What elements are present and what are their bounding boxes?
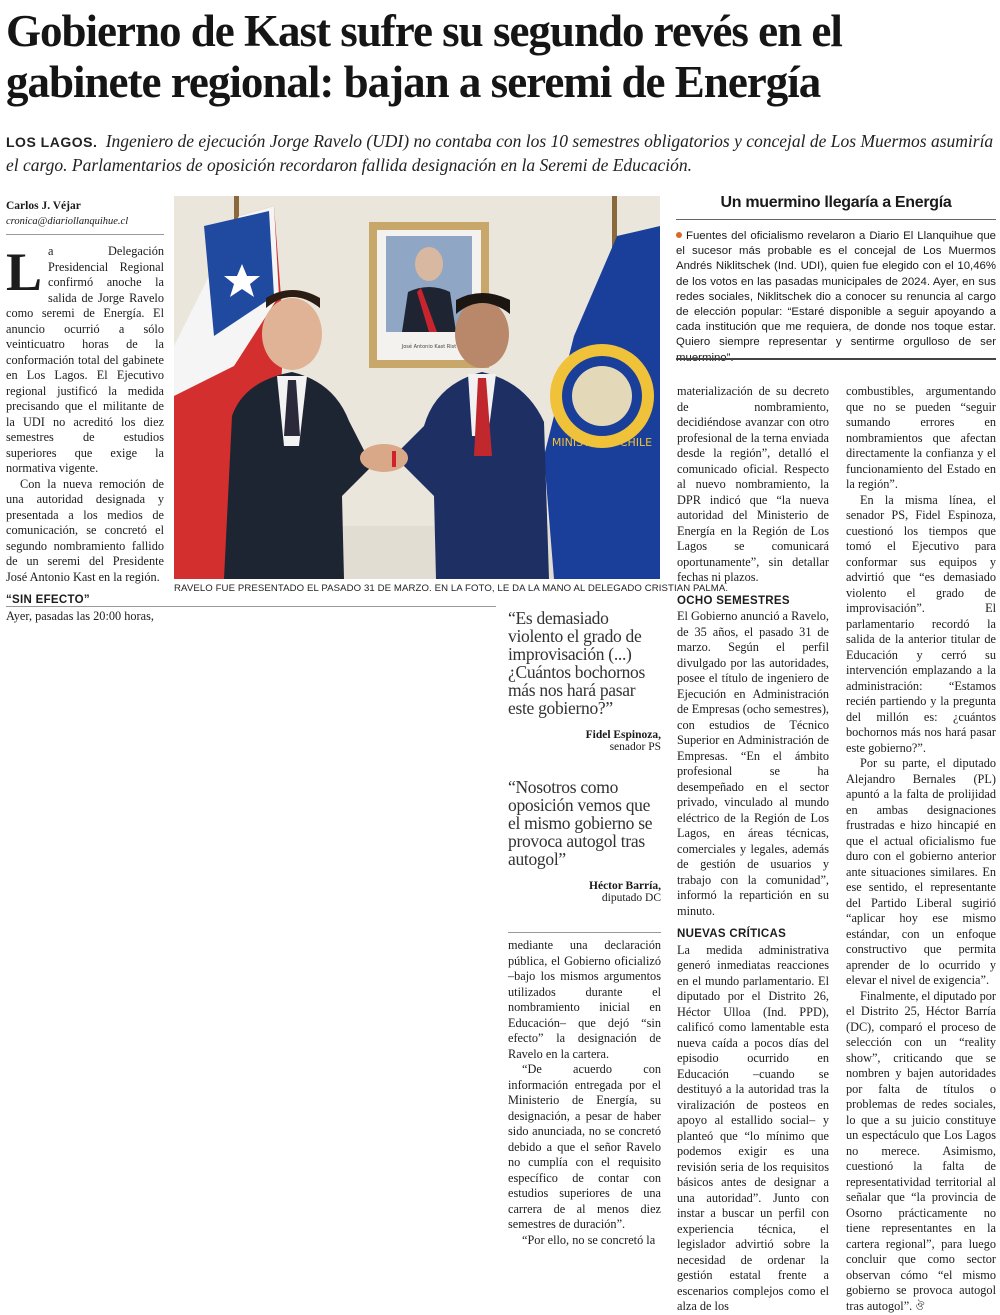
- article-column-1: [6, 244, 164, 624]
- closing-paragraph: Finalmente, el diputado por el Distrito 25, Héctor Barría (DC), comparó el proceso de selección con un “reality show”, criticando que se nombren y bajen autoridades por falta de títulos o problemas de redes sociales, lo que a su juicio constituye un espectáculo que Los Lagos no merece. Asimismo, cuestionó la falta de representatividad territorial al señalar que “la provincia de Osorno prácticamente no tiene representantes en la cartera regional”, para luego concluir que como sector observan cómo “el mismo gobierno se provoca autogol tras autogol”.: [846, 988, 996, 1313]
- body-paragraph: El Gobierno anunció a Ravelo, de 35 años, el pasado 31 de marzo. Según el perfil divulgado por las autoridades, posee el título de ingeniero de Ejecución en Administración de Empresas (ocho semestres), con estudios de Técnico Superior en Administración de Empresas. “En el ámbito profesional se ha desempeñado en el sector privado, vinculado al mundo eléctrico de la Región de Los Lagos, en áreas técnicas, comerciales y legales, además de gestión de usuarios y trabajo con la comunidad”, informó la repartición en su minuto.: [677, 609, 829, 918]
- body-paragraph: materialización de su decreto de nombramiento, decidiéndose avanzar con otro profesional de la terna enviada desde la región”, detalló el comunicado oficial. Respecto al nuevo nombramiento, la DPR indicó que “la nueva autoridad del Ministerio de Energía en la Región de Los Lagos se comunicará oportunamente”, sin detallar fechas ni plazos.: [677, 384, 829, 584]
- body-paragraph: [846, 989, 996, 1315]
- lead-paragraph: [6, 130, 996, 177]
- quote-text: “Es demasiado violento el grado de improvisación (...) ¿Cuántos bochornos más nos hará pasar este gobierno?”: [508, 608, 646, 718]
- body-paragraph: Por su parte, el diputado Alejandro Bernales (PL) apuntó a la falta de prolijidad en ambas designaciones frustradas e hizo hincapié en que el actual oficialismo fue duro con el gobierno anterior ante situaciones similares. En ese sentido, el representante del Partido Liberal sugirió “aplicar hoy ese mismo estándar, con un enfoque constructivo que permita aprender de lo ocurrido y elevar el nivel de exigencia”.: [846, 756, 996, 987]
- drop-cap: L: [6, 242, 43, 302]
- body-paragraph: mediante una declaración pública, el Gobierno oficializó –bajo los mismos argumentos utilizados durante el nombramiento inicial en Educación– que dejó “sin efecto” la designación de Ravelo en la cartera.: [508, 938, 661, 1061]
- quote-text: “Nosotros como oposición vemos que el mismo gobierno se provoca autogol tras autogol”: [508, 777, 653, 869]
- flag-text: MINISTERIO CHILE: [551, 436, 653, 449]
- body-paragraph: “Por ello, no se concretó la: [522, 1232, 656, 1247]
- handshake: [360, 444, 408, 472]
- body-paragraph: combustibles, argumentando que no se pueden “seguir sumando errores en nombramientos que afectan directamente la confianza y el funcionamiento del Estado en la región”.: [846, 384, 996, 491]
- pull-quote: [508, 609, 661, 753]
- section-subhead: “SIN EFECTO”: [6, 594, 90, 606]
- byline-divider: [6, 234, 164, 235]
- article-column-2: [508, 938, 661, 1248]
- end-mark-icon: ঔ: [915, 1299, 925, 1313]
- body-paragraph: La medida administrativa generó inmediatas reacciones en el mundo parlamentario. El diputado por el Distrito 26, Héctor Ulloa (Ind. PPD), calificó como lamentable esta nueva caída a pocos días del episodio ocurrido en Educación –cuando se destituyó a la autoridad tras la viralización de posteos en apoyo al estallido social– y planteó que “lo mínimo que podemos exigir es una revisión seria de los requisitos básicos antes de designar a una autoridad”. Junto con instar a buscar un perfil con experiencia técnica, el legislador advirtió sobre la necesidad de ordenar la gestión estatal frente a escenarios complejos como el alza de los: [677, 942, 829, 1313]
- portrait-caption: José Antonio Kast Rist: [401, 344, 457, 350]
- pull-quote: [508, 778, 661, 904]
- sidebar-bottom-rule: [676, 358, 996, 360]
- body-paragraph: En la misma línea, el senador PS, Fidel Espinoza, cuestionó los tiempos que tomó el Ejecutivo para conformar sus equipos y advirtió que “es demasiado violento el grado de improvisación”. El parlamentario recordó la salida de la anterior titular de Educación y cerró su intervención emplazando a la administración: “Estamos recién partiendo y la pregunta del millón es: ¿cuántos bochornos más nos hará pasar este gobierno?”.: [846, 492, 996, 755]
- section-subhead: NUEVAS CRÍTICAS: [677, 928, 787, 940]
- location-kicker: LOS LAGOS.: [6, 134, 98, 150]
- sidebar-divider: [676, 219, 996, 220]
- quote-author: Héctor Barría,: [589, 880, 661, 892]
- body-paragraph: Con la nueva remoción de una autoridad designada y presentada a los medios de comunicación, se concretó el segundo nombramiento fallido de un seremi del Presidente José Antonio Kast en la región.: [6, 476, 164, 584]
- quote-divider: [508, 932, 661, 933]
- photo-caption: RAVELO FUE PRESENTADO EL PASADO 31 DE MARZO. EN LA FOTO, LE DA LA MANO AL DELEGADO CRISTIAN PALMA.: [174, 583, 729, 594]
- right-person: [455, 300, 509, 368]
- quote-role: diputado DC: [601, 892, 661, 904]
- article-photo: [174, 196, 660, 579]
- article-column-3: [677, 384, 829, 1315]
- quote-role: senador PS: [609, 741, 661, 753]
- section-divider: [6, 606, 496, 607]
- article-column-4: [846, 384, 996, 1314]
- quote-author: Fidel Espinoza,: [585, 729, 661, 741]
- sidebar-title: Un muermino llegaría a Energía: [720, 194, 952, 211]
- author-email: cronica@diariollanquihue.cl: [6, 216, 129, 227]
- handshake-photo-illustration: [174, 196, 660, 579]
- headline: Gobierno de Kast sufre su segundo revés en el gabinete regional: bajan a seremi de Energía: [6, 6, 842, 107]
- section-subhead: OCHO SEMESTRES: [677, 594, 790, 607]
- bullet-icon: [676, 232, 682, 238]
- body-paragraph: a Delegación Presidencial Regional confirmó anoche la salida de Jorge Ravelo como seremi de Energía. El anuncio ocurrió a sólo veinticuatro horas de la conformación total del gabinete en Los Lagos. El Ejecutivo regional justificó la medida precisando que el militante de la UDI no acreditó los diez semestres de estudios superiores que exige la normativa vigente.: [6, 244, 164, 475]
- lead-text: Ingeniero de ejecución Jorge Ravelo (UDI) no contaba con los 10 semestres obligatorios y concejal de Los Muermos asumiría el cargo. Parlamentarios de oposición recordaron fallida designación en la Seremi de Educación.: [6, 131, 994, 175]
- body-paragraph: “De acuerdo con información entregada por el Ministerio de Energía, su designación, a pesar de haber sido anunciada, no se concretó debido a que el señor Ravelo no cumplía con el requisito específico de contar con estudios superiores de una carrera de al menos diez semestres de duración”.: [508, 1062, 661, 1231]
- body-paragraph: Ayer, pasadas las 20:00 horas,: [6, 608, 154, 623]
- author-name: Carlos J. Véjar: [6, 200, 81, 212]
- sidebar-text: Fuentes del oficialismo revelaron a Diario El Llanquihue que el sucesor más probable es el concejal de Los Muermos Andrés Niklitschek (Ind. UDI), quien fue elegido con el 10,46% de los votos en las pasadas municipales de 2024. Ayer, en sus redes sociales, Niklitschek dio a conocer su renuncia al cargo de elección popular: “Estaré disponible a seguir apoyando a cada institución que me requiera, de donde nos toque estar. Quiero siempre representar y sentirme orgulloso de ser muermino”.: [676, 230, 996, 364]
- byline: [6, 199, 171, 229]
- sidebar-box: [676, 229, 996, 366]
- left-person: [262, 298, 322, 370]
